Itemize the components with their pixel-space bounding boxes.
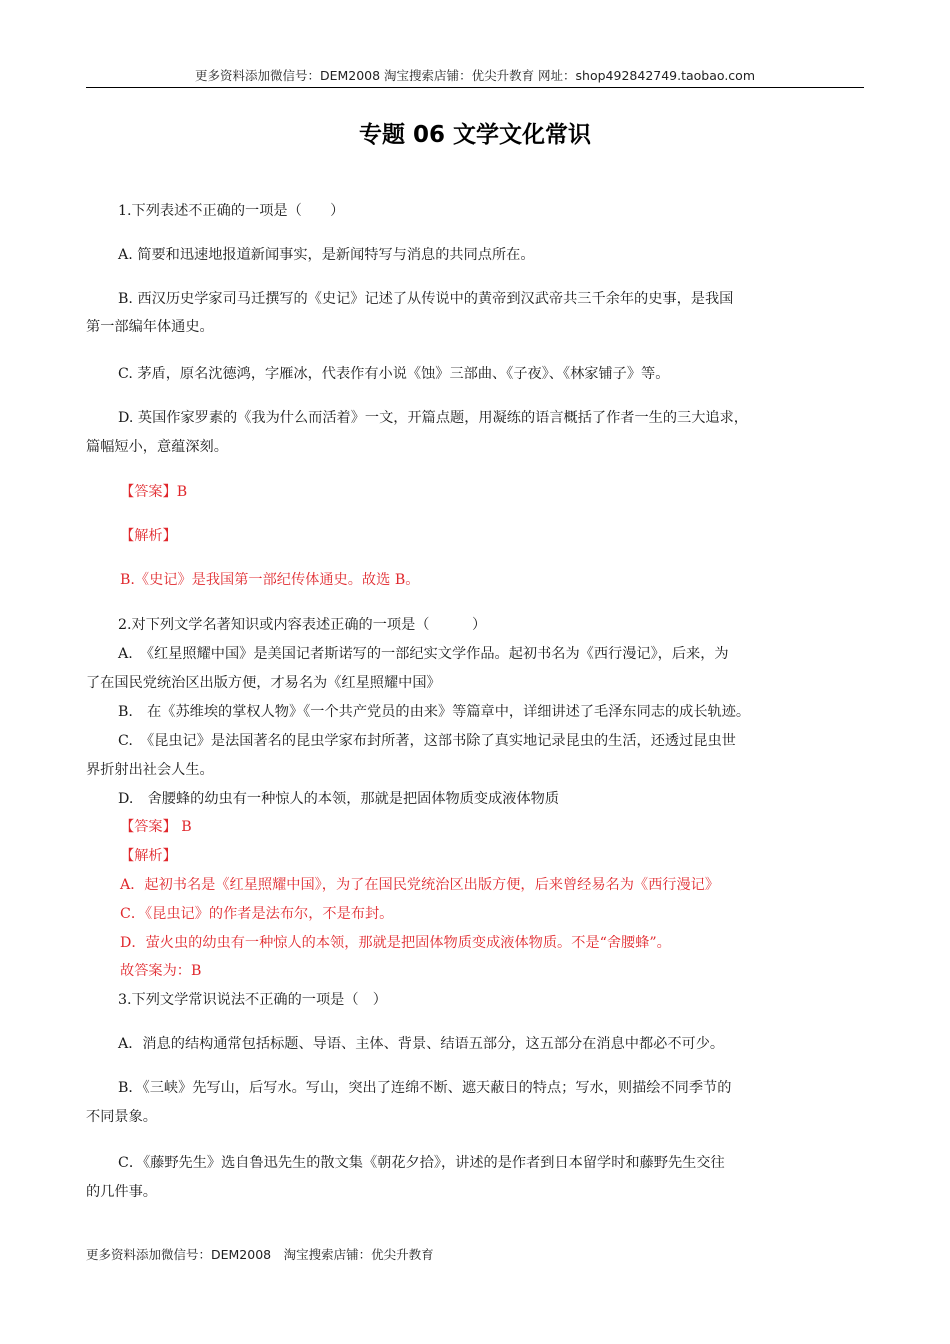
page-header: 更多资料添加微信号：DEM2008 淘宝搜索店铺：优尖升教育 网址：shop492842749.taobao.com <box>194 68 756 83</box>
q1-option-c: C. 茅盾，原名沈德鸿，字雁冰，代表作有小说《蚀》三部曲、《子夜》、《林家铺子》等。 <box>118 366 670 382</box>
q1-analysis: B.《史记》是我国第一部纪传体通史。故选 B。 <box>120 572 420 588</box>
q2-option-b: B. 在《苏维埃的掌权人物》《一个共产党员的由来》等篇章中，详细讲述了毛泽东同志的成长轨迹。 <box>118 704 751 720</box>
page-footer: 更多资料添加微信号：DEM2008 淘宝搜索店铺：优尖升教育 <box>86 1247 434 1262</box>
q3-option-a: A．消息的结构通常包括标题、导语、主体、背景、结语五部分，这五部分在消息中都必不可少。 <box>118 1036 725 1052</box>
q2-conclusion: 故答案为：B <box>120 963 202 979</box>
q3-option-c-cont: 的几件事。 <box>86 1184 157 1200</box>
q1-analysis-label: 【解析】 <box>120 528 177 544</box>
q1-answer: 【答案】B <box>120 484 188 500</box>
q2-option-a: A. 《红星照耀中国》是美国记者斯诺写的一部纪实文学作品。起初书名为《西行漫记》，后来，为 <box>118 646 729 662</box>
q2-answer: 【答案】 B <box>120 819 192 835</box>
q1-option-b: B. 西汉历史学家司马迁撰写的《史记》记述了从传说中的黄帝到汉武帝共三千余年的史事，是我国 <box>118 291 734 307</box>
header-rule <box>86 87 864 88</box>
q2-analysis-label: 【解析】 <box>120 848 177 864</box>
q2-option-a-cont: 了在国民党统治区出版方便，才易名为《红星照耀中国》 <box>86 675 441 691</box>
q1-option-d-cont: 篇幅短小，意蕴深刻。 <box>86 439 228 455</box>
q2-option-c-cont: 界折射出社会人生。 <box>86 762 214 778</box>
q2-explanation-a: A．起初书名是《红星照耀中国》，为了在国民党统治区出版方便，后来曾经易名为《西行漫记》 <box>120 877 720 893</box>
q3-option-b-cont: 不同景象。 <box>86 1109 157 1125</box>
q2-option-c: C. 《昆虫记》是法国著名的昆虫学家布封所著，这部书除了真实地记录昆虫的生活，还透过昆虫世 <box>118 733 736 749</box>
q2-option-d: D. 舍腰蜂的幼虫有一种惊人的本领，那就是把固体物质变成液体物质 <box>118 791 560 807</box>
page-title: 专题 06 文学文化常识 <box>358 122 592 148</box>
q2-explanation-d: D．萤火虫的幼虫有一种惊人的本领，那就是把固体物质变成液体物质。不是“舍腰蜂”。 <box>120 935 671 951</box>
q1-option-b-cont: 第一部编年体通史。 <box>86 319 214 335</box>
q1-option-a: A. 简要和迅速地报道新闻事实，是新闻特写与消息的共同点所在。 <box>118 247 535 263</box>
q2-explanation-c: C．《昆虫记》的作者是法布尔，不是布封。 <box>120 906 394 922</box>
q3-option-b: B．《三峡》先写山，后写水。写山，突出了连绵不断、遮天蔽日的特点；写水，则描绘不同季节的 <box>118 1080 732 1096</box>
q3-stem: 3.下列文学常识说法不正确的一项是（ ） <box>118 992 387 1008</box>
q1-option-d: D. 英国作家罗素的《我为什么而活着》一文，开篇点题，用凝练的语言概括了作者一生的三大追求， <box>118 410 748 426</box>
q3-option-c: C．《藤野先生》选自鲁迅先生的散文集《朝花夕拾》，讲述的是作者到日本留学时和藤野先生交往 <box>118 1155 725 1171</box>
q2-stem: 2.对下列文学名著知识或内容表述正确的一项是（ ） <box>118 617 487 633</box>
q1-stem: 1.下列表述不正确的一项是（ ） <box>118 203 345 219</box>
